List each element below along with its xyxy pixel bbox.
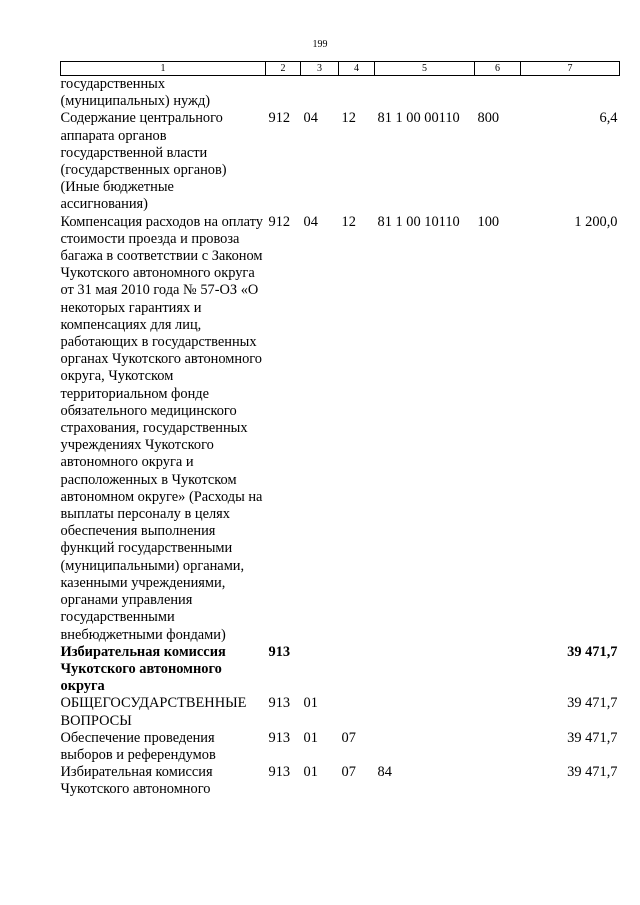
row-section-code — [301, 644, 339, 696]
row-name: государственных (муниципальных) нужд) — [60, 76, 211, 110]
row-ministry-code: 913 — [268, 643, 291, 660]
row-section-code — [301, 76, 339, 111]
row-target-code: 81 1 00 10110 — [377, 213, 460, 230]
row-section-code: 04 — [303, 110, 318, 127]
row-name: Компенсация расходов на оплату стоимости проезда и провоза багажа в соответствии с Законом Чукотского автономного округа от 31 мая 2010 года № 57-ОЗ «О некоторых гарантиях и компенсациях для лиц, работающих в государственных органах Чукотского автономного округа, Чукотском территориальном фонде обязательного медицинского страхования, государственных учреждениях Чукотского автономного округа и расположенных в Чукотском автономном округе» (Расходы на выплаты персоналу в целях обеспечения выполнения функций государственными (муниципальными) органами, казенными учреждениями, органами управления государственными внебюджетными фондами) — [60, 213, 263, 643]
table-row — [61, 644, 620, 696]
row-ministry-code: 913 — [268, 729, 291, 746]
header-col-3: 3 — [301, 62, 339, 76]
row-target-code: 84 — [377, 764, 392, 781]
row-amount: 39 471,7 — [567, 643, 618, 660]
table-row — [61, 76, 620, 111]
table-row — [61, 695, 620, 729]
row-ministry-code — [266, 76, 301, 111]
row-subsection-code — [339, 644, 375, 696]
row-ministry-code: 913 — [268, 695, 291, 712]
row-expense-type — [475, 730, 521, 764]
row-target-code — [375, 76, 475, 111]
row-ministry-code: 912 — [268, 110, 291, 127]
row-subsection-code: 07 — [341, 729, 356, 746]
header-col-4: 4 — [339, 62, 375, 76]
row-ministry-code: 912 — [268, 213, 291, 230]
row-subsection-code — [339, 76, 375, 111]
table-row — [61, 730, 620, 764]
header-col-6: 6 — [475, 62, 521, 76]
budget-table — [60, 61, 620, 799]
row-section-code: 01 — [303, 695, 318, 712]
row-section-code: 01 — [303, 764, 318, 781]
row-expense-type — [475, 644, 521, 696]
row-subsection-code: 12 — [341, 213, 356, 230]
row-expense-type — [475, 695, 521, 729]
row-name: ОБЩЕГОСУДАРСТВЕННЫЕ ВОПРОСЫ — [60, 695, 247, 729]
row-subsection-code: 07 — [341, 764, 356, 781]
row-name: Содержание центрального аппарата органов государственной власти (государственных органов) (Иные бюджетные ассигнования) — [60, 110, 227, 213]
row-expense-type: 100 — [477, 213, 500, 230]
row-subsection-code — [339, 695, 375, 729]
row-amount: 6,4 — [599, 110, 618, 127]
row-name: Избирательная комиссия Чукотского автономного округа — [60, 643, 226, 695]
header-col-2: 2 — [266, 62, 301, 76]
row-amount: 39 471,7 — [567, 764, 618, 781]
header-col-7: 7 — [521, 62, 620, 76]
table-header — [61, 62, 620, 76]
row-target-code — [375, 695, 475, 729]
row-subsection-code: 12 — [341, 110, 356, 127]
row-name: Обеспечение проведения выборов и референдумов — [60, 729, 216, 763]
row-amount — [521, 76, 620, 111]
table-body — [61, 76, 620, 799]
header-col-5: 5 — [375, 62, 475, 76]
row-name: Избирательная комиссия Чукотского автономного — [60, 764, 213, 798]
header-col-1: 1 — [61, 62, 266, 76]
table-row — [61, 214, 620, 644]
page-number: 199 — [312, 39, 328, 50]
row-target-code: 81 1 00 00110 — [377, 110, 460, 127]
table-row — [61, 764, 620, 798]
row-expense-type — [475, 76, 521, 111]
row-expense-type — [475, 764, 521, 798]
row-expense-type: 800 — [477, 110, 500, 127]
row-amount: 1 200,0 — [574, 213, 618, 230]
header-row — [61, 62, 620, 76]
table-row — [61, 110, 620, 213]
row-section-code: 04 — [303, 213, 318, 230]
row-target-code — [375, 644, 475, 696]
row-amount: 39 471,7 — [567, 695, 618, 712]
row-ministry-code: 913 — [268, 764, 291, 781]
row-section-code: 01 — [303, 729, 318, 746]
row-target-code — [375, 730, 475, 764]
row-amount: 39 471,7 — [567, 729, 618, 746]
